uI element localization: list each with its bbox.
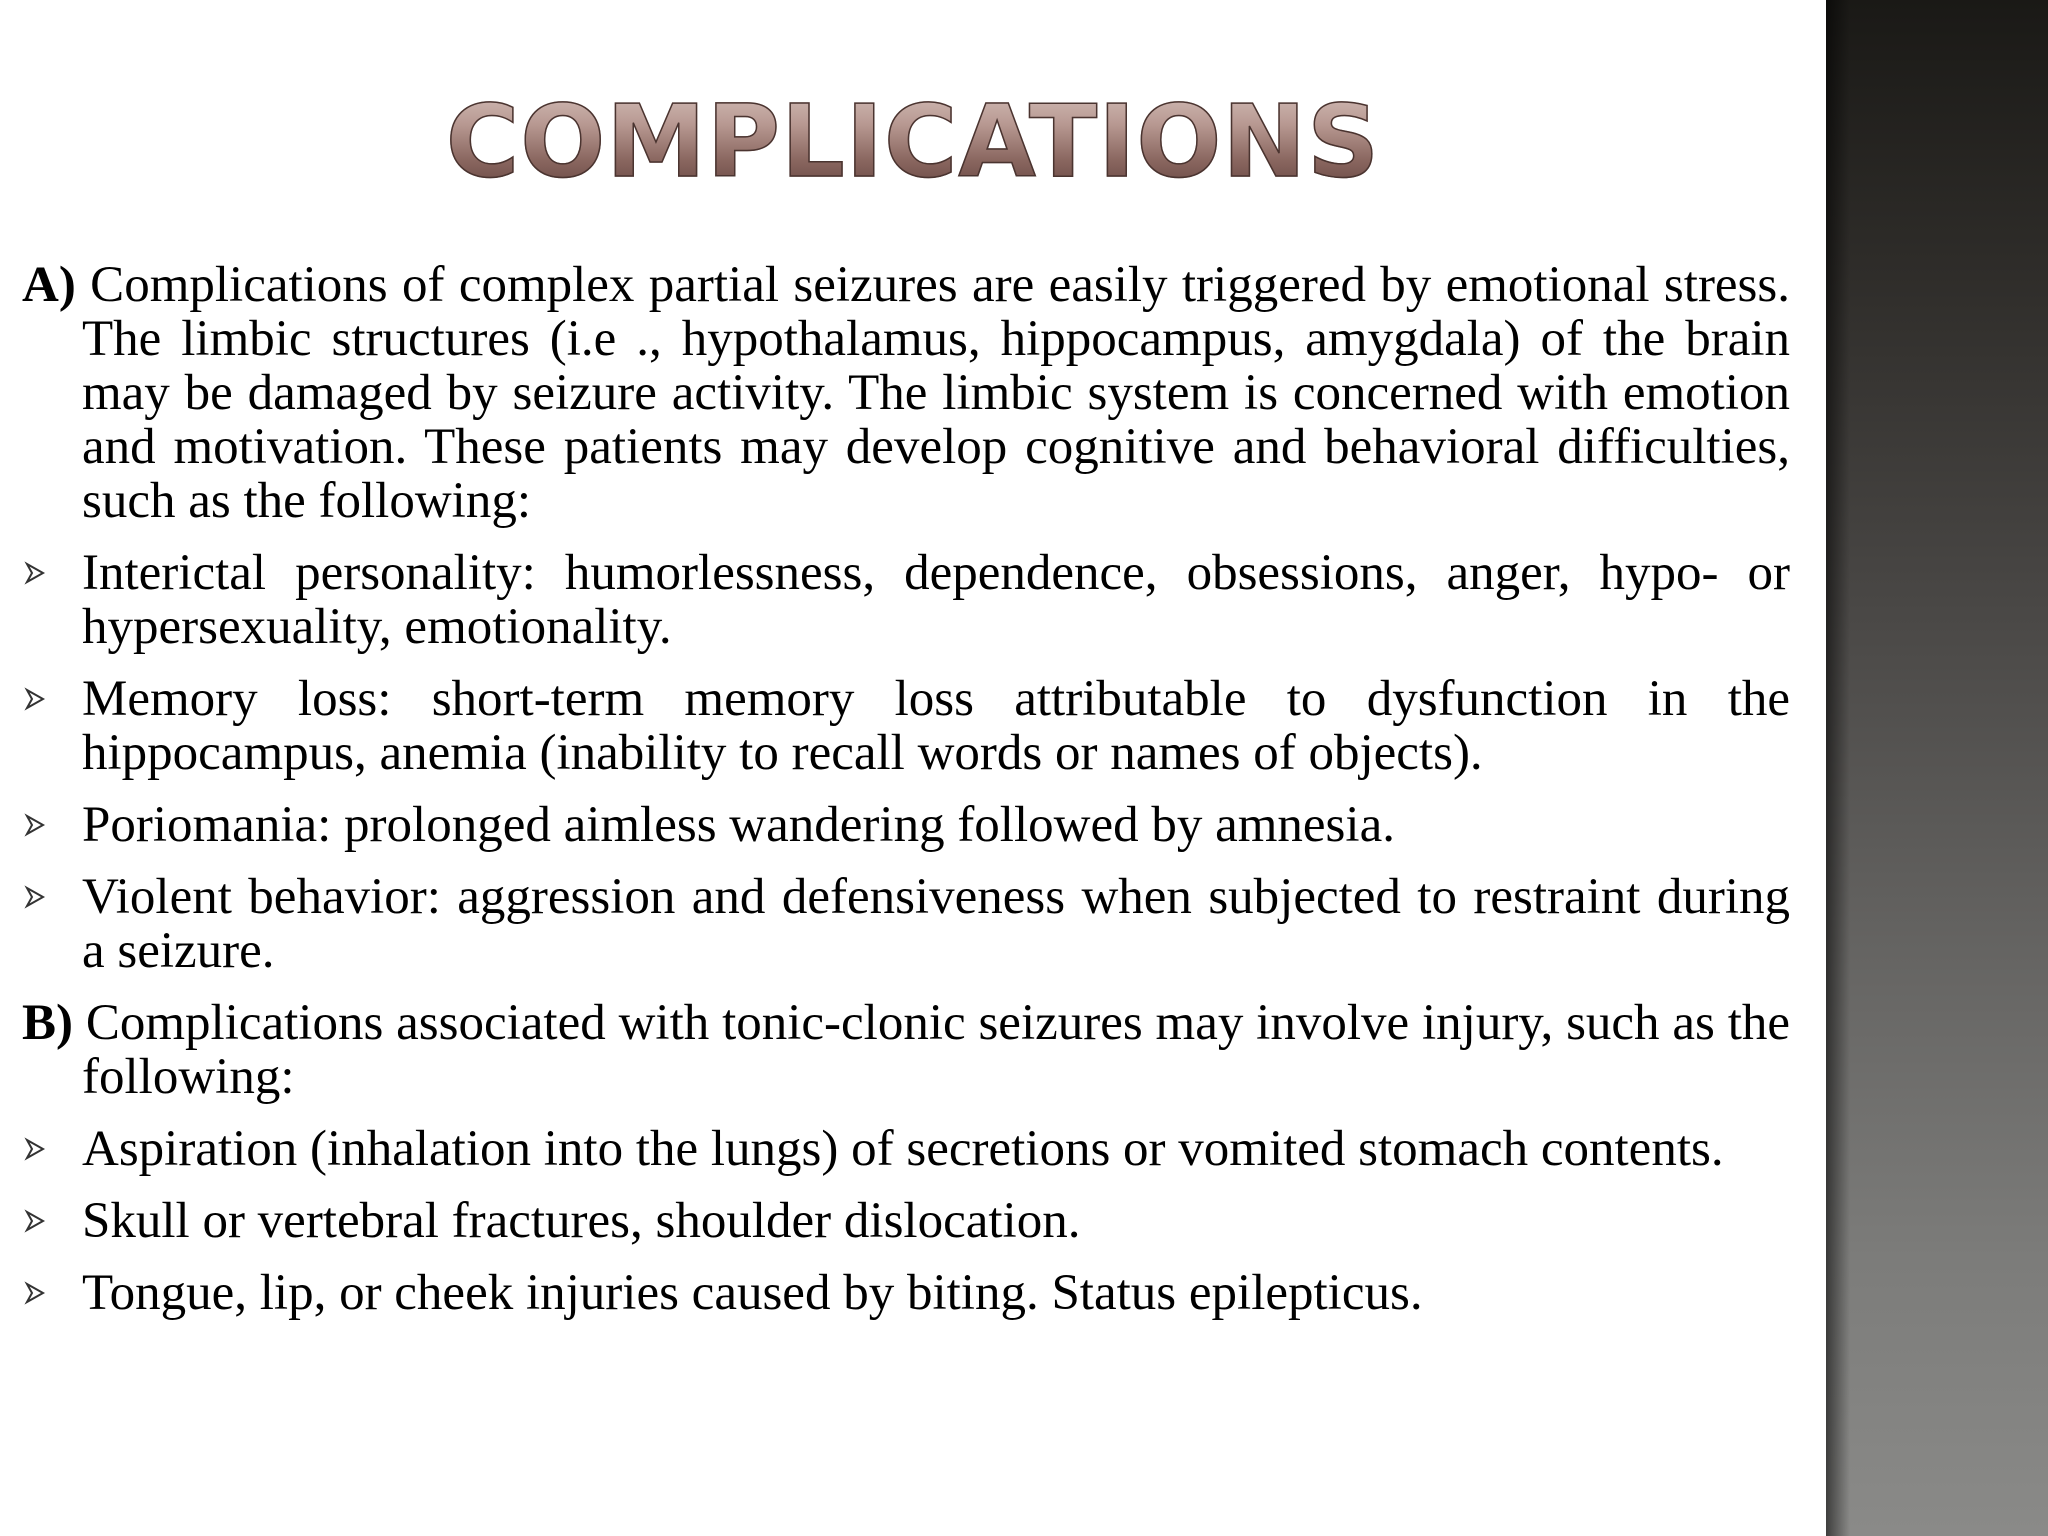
arrow-bullet-icon xyxy=(24,1209,46,1233)
slide-body xyxy=(22,258,1790,1320)
slide-title: COMPLICATIONS xyxy=(0,82,1826,202)
arrow-bullet-icon xyxy=(24,687,46,711)
arrow-bullet-icon xyxy=(24,813,46,837)
side-gradient-bar xyxy=(1826,0,2048,1536)
section-a-text: Complications of complex partial seizures are easily triggered by emotional stress. The limbic structures (i.e ., hypothalamus, hippocampus, amygdala) of the brain may be damaged by seizure activity. The limbic system is concerned with emotion and motivation. These patients may develop cognitive and behavioral difficulties, such as the following: xyxy=(82,257,1791,529)
bullet-text: Interictal personality: humorlessness, dependence, obsessions, anger, hypo- or hypersexuality, emotionality. xyxy=(82,545,1790,655)
list-item xyxy=(22,546,1790,654)
arrow-bullet-icon xyxy=(24,1137,46,1161)
section-a-label: A) xyxy=(22,257,76,313)
list-item xyxy=(22,1266,1790,1320)
bullet-text: Tongue, lip, or cheek injuries caused by biting. Status epilepticus. xyxy=(82,1265,1423,1321)
section-b-paragraph xyxy=(22,996,1790,1104)
arrow-bullet-icon xyxy=(24,1281,46,1305)
bullet-text: Memory loss: short-term memory loss attributable to dysfunction in the hippocampus, anemia (inability to recall words or names of objects). xyxy=(82,671,1790,781)
arrow-bullet-icon xyxy=(24,561,46,585)
list-item xyxy=(22,672,1790,780)
list-item xyxy=(22,798,1790,852)
section-a-paragraph xyxy=(22,258,1790,528)
bullet-text: Poriomania: prolonged aimless wandering followed by amnesia. xyxy=(82,797,1395,853)
list-item xyxy=(22,1194,1790,1248)
bullet-text: Aspiration (inhalation into the lungs) of secretions or vomited stomach contents. xyxy=(82,1121,1724,1177)
list-item xyxy=(22,1122,1790,1176)
list-item xyxy=(22,870,1790,978)
section-b-label: B) xyxy=(22,995,73,1051)
bullet-text: Violent behavior: aggression and defensiveness when subjected to restraint during a seizure. xyxy=(82,869,1790,979)
arrow-bullet-icon xyxy=(24,885,46,909)
bullet-text: Skull or vertebral fractures, shoulder dislocation. xyxy=(82,1193,1081,1249)
section-b-text: Complications associated with tonic-clonic seizures may involve injury, such as the following: xyxy=(82,995,1791,1105)
